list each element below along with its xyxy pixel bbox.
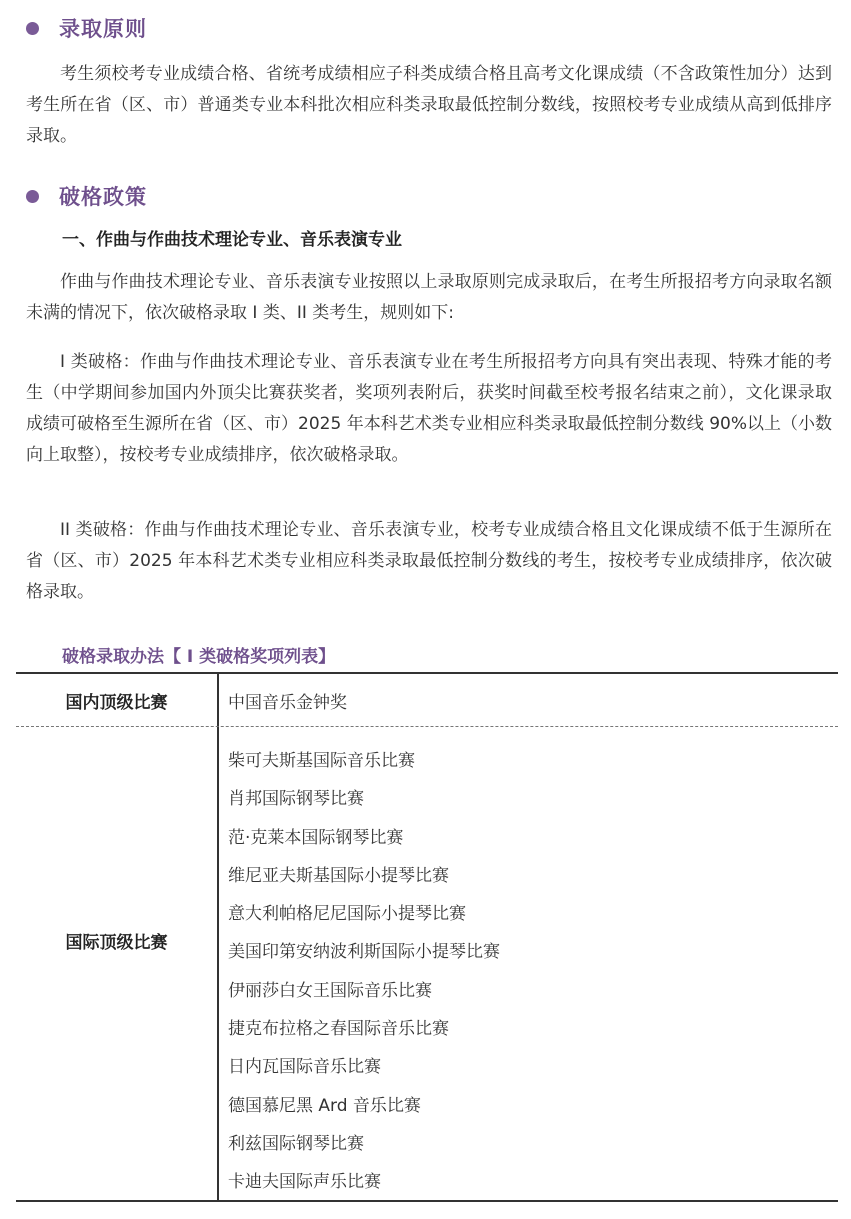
bullet-icon (26, 22, 39, 35)
section-title: 破格政策 (59, 185, 147, 209)
list-item: 意大利帕格尼尼国际小提琴比赛 (228, 904, 466, 925)
list-item: 卡迪夫国际声乐比赛 (228, 1172, 381, 1193)
section-header-admission-principle (26, 13, 147, 43)
subheading: 一、作曲与作曲技术理论专业、音乐表演专业 (62, 230, 402, 250)
international-category-label: 国际顶级比赛 (65, 933, 168, 953)
class-one-rule-paragraph: I 类破格：作曲与作曲技术理论专业、音乐表演专业在考生所报招考方向具有突出表现、特殊才能的考生（中学期间参加国内外顶尖比赛获奖者，奖项列表附后，获奖时间截至校考报名结束之前），文化课录取成绩可破格至生源所在省（区、市）2025 年本科艺术类专业相应科类录取最低控制分数线 90%以上（小数向上取整），按校考专业成绩排序，依次破格录取。 (26, 352, 832, 465)
list-item: 捷克布拉格之春国际音乐比赛 (228, 1019, 449, 1040)
list-item: 维尼亚夫斯基国际小提琴比赛 (228, 865, 449, 886)
list-item: 日内瓦国际音乐比赛 (228, 1057, 381, 1078)
row-divider (16, 726, 838, 727)
section-header-exception-policy (26, 181, 147, 211)
class-two-rule-paragraph: II 类破格：作曲与作曲技术理论专业、音乐表演专业，校考专业成绩合格且文化课成绩不低于生源所在省（区、市）2025 年本科艺术类专业相应科类录取最低控制分数线的考生，按校考专业成绩排序，依次破格录取。 (26, 520, 832, 602)
award-table (16, 672, 838, 1202)
policy-intro-paragraph: 作曲与作曲技术理论专业、音乐表演专业按照以上录取原则完成录取后，在考生所报招考方向录取名额未满的情况下，依次破格录取 I 类、II 类考生，规则如下: (26, 272, 832, 323)
list-item: 德国慕尼黑 Ard 音乐比赛 (228, 1095, 421, 1116)
admission-principle-paragraph: 考生须校考专业成绩合格、省统考成绩相应子科类成绩合格且高考文化课成绩（不含政策性加分）达到考生所在省（区、市）普通类专业本科批次相应科类录取最低控制分数线，按照校考专业成绩从高到低排序录取。 (26, 64, 832, 146)
table-title: 破格录取办法【 I 类破格奖项列表】 (62, 647, 336, 667)
list-item: 肖邦国际钢琴比赛 (228, 789, 364, 810)
list-item: 柴可夫斯基国际音乐比赛 (228, 751, 415, 771)
list-item: 美国印第安纳波利斯国际小提琴比赛 (228, 942, 500, 963)
column-divider (217, 674, 219, 1200)
list-item: 利兹国际钢琴比赛 (228, 1133, 364, 1154)
international-award-list (228, 742, 500, 1202)
domestic-category-label: 国内顶级比赛 (65, 693, 168, 713)
bullet-icon (26, 190, 39, 203)
domestic-award: 中国音乐金钟奖 (228, 693, 347, 713)
list-item: 范·克莱本国际钢琴比赛 (228, 827, 404, 848)
list-item: 伊丽莎白女王国际音乐比赛 (228, 980, 432, 1001)
section-title: 录取原则 (59, 17, 147, 41)
